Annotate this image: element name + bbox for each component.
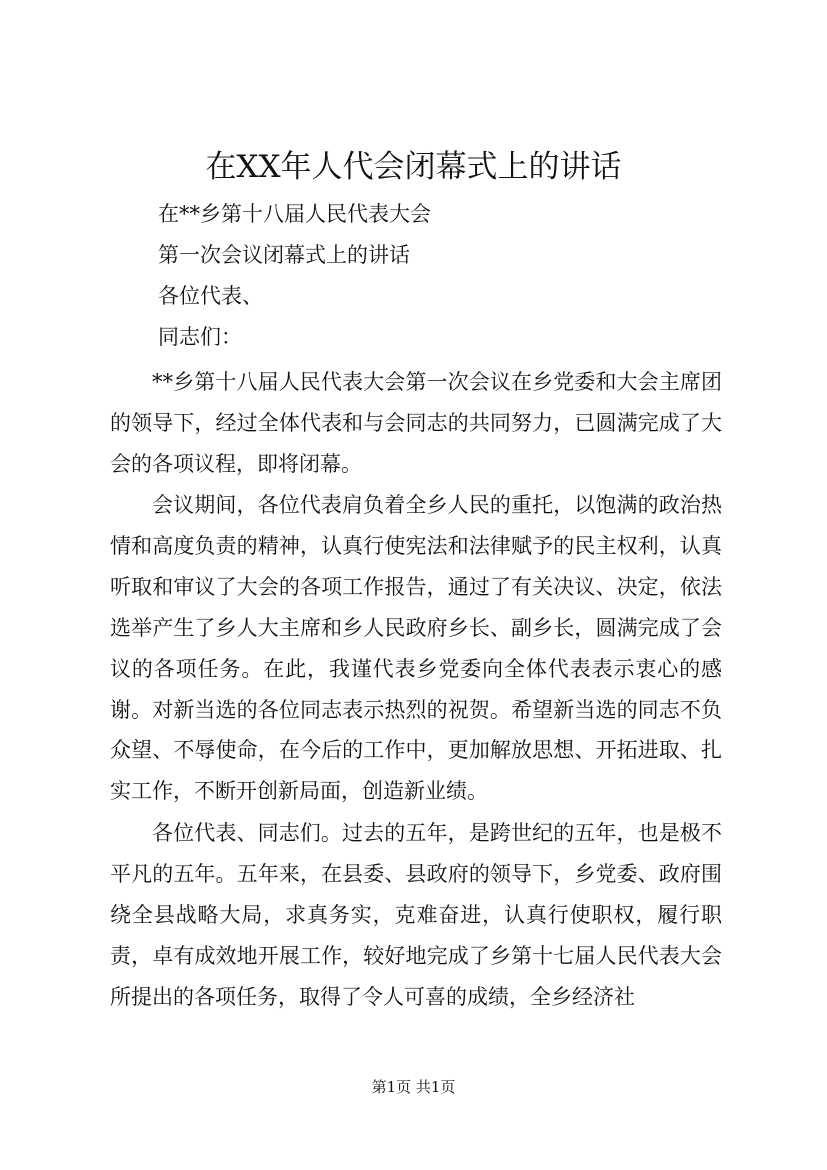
paragraph-1: **乡第十八届人民代表大会第一次会议在乡党委和大会主席团的领导下，经过全体代表和与会同志的共同努力，已圆满完成了大会的各项议程，即将闭幕。 <box>110 370 722 476</box>
document-title: 在XX年人代会闭幕式上的讲话 <box>205 149 622 185</box>
paragraph-3: 各位代表、同志们。过去的五年，是跨世纪的五年，也是极不平凡的五年。五年来，在县委、县政府的领导下，乡党委、政府围绕全县战略大局，求真务实，克难奋进，认真行使职权，履行职责，卓有成效地开展工作，较好地完成了乡第十七届人民代表大会所提出的各项任务，取得了令人可喜的成绩，全乡经济社 <box>110 821 722 1009</box>
salutation-line-2: 同志们： <box>158 325 242 349</box>
subtitle-line-2: 第一次会议闭幕式上的讲话 <box>158 243 410 267</box>
page-footer: 第1页 共1页 <box>371 1078 456 1096</box>
paragraph-2: 会议期间，各位代表肩负着全乡人民的重托，以饱满的政治热情和高度负责的精神，认真行使宪法和法律赋予的民主权利，认真听取和审议了大会的各项工作报告，通过了有关决议、决定，依法选举产生了乡人大主席和乡人民政府乡长、副乡长，圆满完成了会议的各项任务。在此，我谨代表乡党委向全体代表表示衷心的感谢。对新当选的各位同志表示热烈的祝贺。希望新当选的同志不负众望、不辱使命，在今后的工作中，更加解放思想、开拓进取、扎实工作，不断开创新局面，创造新业绩。 <box>110 493 722 804</box>
salutation-line-1: 各位代表、 <box>158 284 263 308</box>
subtitle-line-1: 在**乡第十八届人民代表大会 <box>158 202 431 226</box>
